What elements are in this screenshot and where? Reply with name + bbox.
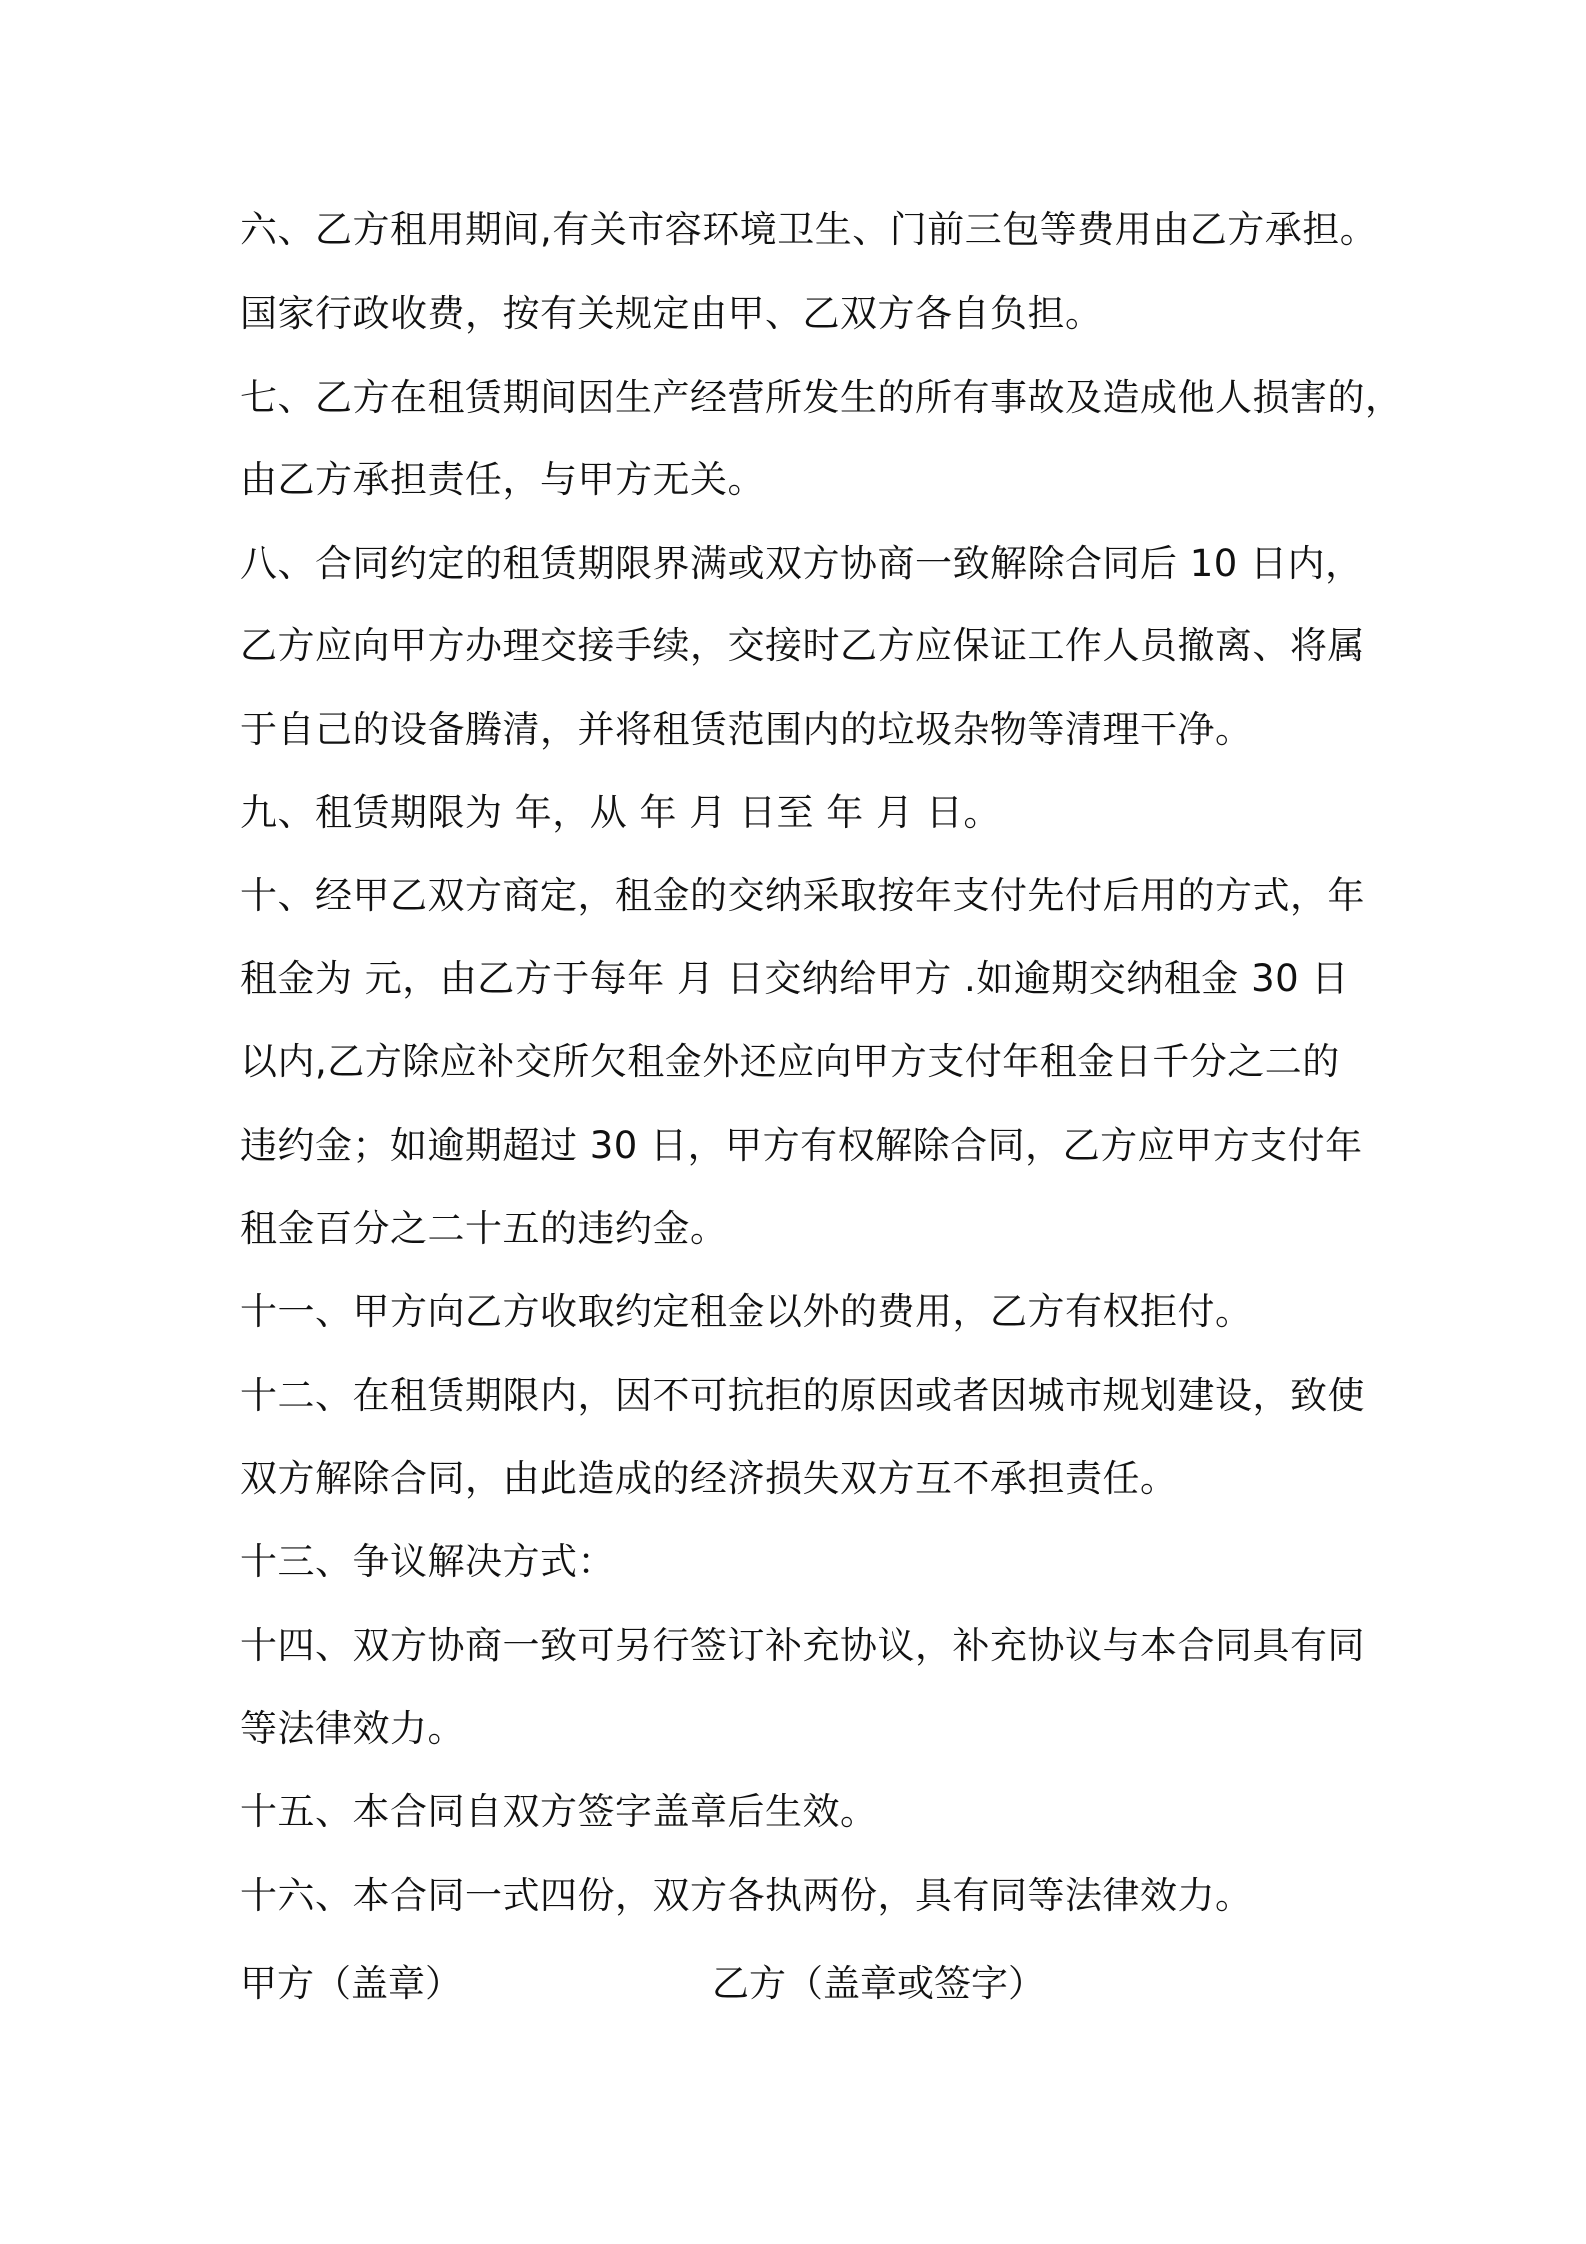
clause-8-line-1: 八、合同约定的租赁期限界满或双方协商一致解除合同后 10 日内， (240, 542, 1363, 585)
clause-15-line-1: 十五、本合同自双方签字盖章后生效。 (240, 1790, 878, 1833)
clause-10-line-2: 租金为 元，由乙方于每年 月 日交纳给甲方 .如逾期交纳租金 30 日 (240, 957, 1349, 1000)
clause-10-line-4: 违约金；如逾期超过 30 日，甲方有权解除合同，乙方应甲方支付年 (240, 1124, 1363, 1167)
clause-7-line-1: 七、乙方在租赁期间因生产经营所发生的所有事故及造成他人损害的， (240, 376, 1403, 419)
clause-6-line-2: 国家行政收费，按有关规定由甲、乙双方各自负担。 (240, 292, 1103, 335)
clause-10-line-3: 以内,乙方除应补交所欠租金外还应向甲方支付年租金日千分之二的 (240, 1040, 1340, 1083)
party-a-signature-label: 甲方（盖章） (240, 1962, 462, 2005)
clause-14-line-2: 等法律效力。 (240, 1707, 465, 1750)
clause-8-line-3: 于自己的设备腾清，并将租赁范围内的垃圾杂物等清理干净。 (240, 708, 1253, 751)
clause-14-line-1: 十四、双方协商一致可另行签订补充协议，补充协议与本合同具有同 (240, 1624, 1365, 1667)
clause-10-line-5: 租金百分之二十五的违约金。 (240, 1207, 728, 1250)
clause-9-line-1: 九、租赁期限为 年，从 年 月 日至 年 月 日。 (240, 791, 1001, 834)
clause-7-line-2: 由乙方承担责任，与甲方无关。 (240, 458, 765, 501)
clause-11-line-1: 十一、甲方向乙方收取约定租金以外的费用，乙方有权拒付。 (240, 1290, 1253, 1333)
clause-13-line-1: 十三、争议解决方式： (240, 1540, 615, 1583)
clause-16-line-1: 十六、本合同一式四份，双方各执两份，具有同等法律效力。 (240, 1874, 1253, 1917)
clause-6-line-1: 六、乙方租用期间,有关市容环境卫生、门前三包等费用由乙方承担。 (240, 208, 1378, 251)
party-b-signature-label: 乙方（盖章或签字） (712, 1962, 1045, 2005)
clause-10-line-1: 十、经甲乙双方商定，租金的交纳采取按年支付先付后用的方式，年 (240, 874, 1365, 917)
clause-12-line-1: 十二、在租赁期限内，因不可抗拒的原因或者因城市规划建设，致使 (240, 1374, 1365, 1417)
clause-8-line-2: 乙方应向甲方办理交接手续，交接时乙方应保证工作人员撤离、将属 (240, 624, 1365, 667)
clause-12-line-2: 双方解除合同，由此造成的经济损失双方互不承担责任。 (240, 1457, 1178, 1500)
